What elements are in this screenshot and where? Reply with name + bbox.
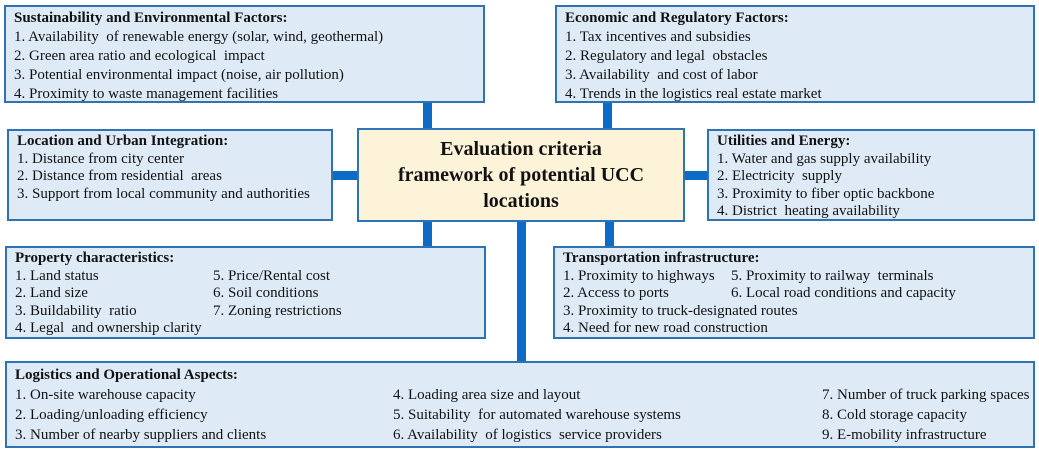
connector-economic-center: [603, 103, 612, 130]
connector-center-logistics: [517, 220, 526, 362]
transportation-columns: [563, 268, 1025, 338]
logistics-item: 5. Suitability for automated warehouse systems: [393, 407, 681, 423]
logistics-heading: Logistics and Operational Aspects:: [15, 367, 238, 383]
property-column-2: [213, 268, 342, 321]
connector-center-utilities: [683, 171, 709, 180]
box-transportation: [553, 246, 1035, 339]
transportation-item: 6. Local road conditions and capacity: [731, 285, 956, 302]
transportation-item: 3. Proximity to truck-designated routes: [563, 302, 798, 319]
property-item: 1. Land status: [15, 267, 99, 284]
logistics-item: 7. Number of truck parking spaces: [822, 387, 1030, 403]
utilities-item: 1. Water and gas supply availability: [717, 150, 932, 167]
utilities-item: 3. Proximity to fiber optic backbone: [717, 185, 935, 202]
sustainability-item: 1. Availability of renewable energy (solar, wind, geothermal): [14, 29, 384, 45]
sustainability-item: 3. Potential environmental impact (noise, air pollution): [14, 67, 344, 83]
box-sustainability: [4, 5, 485, 103]
location-item: 1. Distance from city center: [17, 150, 185, 167]
transportation-item: 2. Access to ports: [563, 285, 669, 302]
transportation-item: 1. Proximity to highways: [563, 267, 715, 284]
center-title-line: locations: [483, 190, 559, 212]
center-title-box: [357, 128, 685, 222]
logistics-item: 8. Cold storage capacity: [822, 407, 967, 423]
center-title-line: Evaluation criteria: [440, 138, 602, 160]
economic-item: 1. Tax incentives and subsidies: [565, 29, 751, 45]
sustainability-heading: Sustainability and Environmental Factors:: [14, 10, 288, 26]
property-item: 6. Soil conditions: [213, 285, 319, 302]
property-columns: [15, 268, 476, 338]
utilities-heading: Utilities and Energy:: [717, 133, 851, 149]
logistics-item: 3. Number of nearby suppliers and clients: [15, 427, 267, 443]
connector-center-transportation: [605, 220, 614, 247]
location-item: 2. Distance from residential areas: [17, 168, 222, 184]
property-item: 3. Buildability ratio: [15, 302, 137, 319]
economic-item: 3. Availability and cost of labor: [565, 67, 758, 83]
logistics-item: 4. Loading area size and layout: [393, 387, 581, 403]
property-item: 5. Price/Rental cost: [213, 267, 331, 284]
connector-sustainability-center: [423, 103, 432, 130]
box-property: [5, 246, 486, 339]
sustainability-item: 4. Proximity to waste management facilities: [14, 86, 279, 102]
logistics-item: 6. Availability of logistics service providers: [393, 427, 662, 443]
transportation-item: 4. Need for new road construction: [563, 320, 768, 337]
property-item: 4. Legal and ownership clarity: [15, 320, 202, 337]
connector-location-center: [331, 171, 359, 180]
transportation-item: 5. Proximity to railway terminals: [731, 267, 934, 284]
logistics-item: 9. E-mobility infrastructure: [822, 427, 987, 443]
transportation-heading: Transportation infrastructure:: [563, 250, 760, 266]
logistics-column-2: [393, 385, 681, 445]
box-logistics: [5, 361, 1035, 448]
logistics-item: 1. On-site warehouse capacity: [15, 387, 196, 403]
location-heading: Location and Urban Integration:: [17, 133, 229, 149]
box-economic: [555, 5, 1035, 103]
center-title-line: framework of potential UCC: [397, 164, 645, 186]
box-utilities: [707, 129, 1035, 221]
logistics-columns: [15, 385, 1030, 445]
property-item: 7. Zoning restrictions: [213, 302, 342, 319]
location-item: 3. Support from local community and authorities: [17, 185, 310, 202]
logistics-column-3: [822, 385, 1029, 445]
economic-heading: Economic and Regulatory Factors:: [565, 10, 789, 26]
economic-item: 2. Regulatory and legal obstacles: [565, 48, 768, 64]
economic-item: 4. Trends in the logistics real estate market: [565, 86, 822, 102]
property-heading: Property characteristics:: [15, 250, 175, 266]
property-item: 2. Land size: [15, 285, 88, 302]
utilities-item: 2. Electricity supply: [717, 168, 842, 184]
connector-center-property: [423, 220, 432, 247]
box-location: [7, 129, 333, 221]
utilities-item: 4. District heating availability: [717, 203, 900, 219]
logistics-item: 2. Loading/unloading efficiency: [15, 407, 208, 423]
sustainability-item: 2. Green area ratio and ecological impact: [14, 48, 265, 64]
transportation-column-2: [731, 268, 956, 303]
